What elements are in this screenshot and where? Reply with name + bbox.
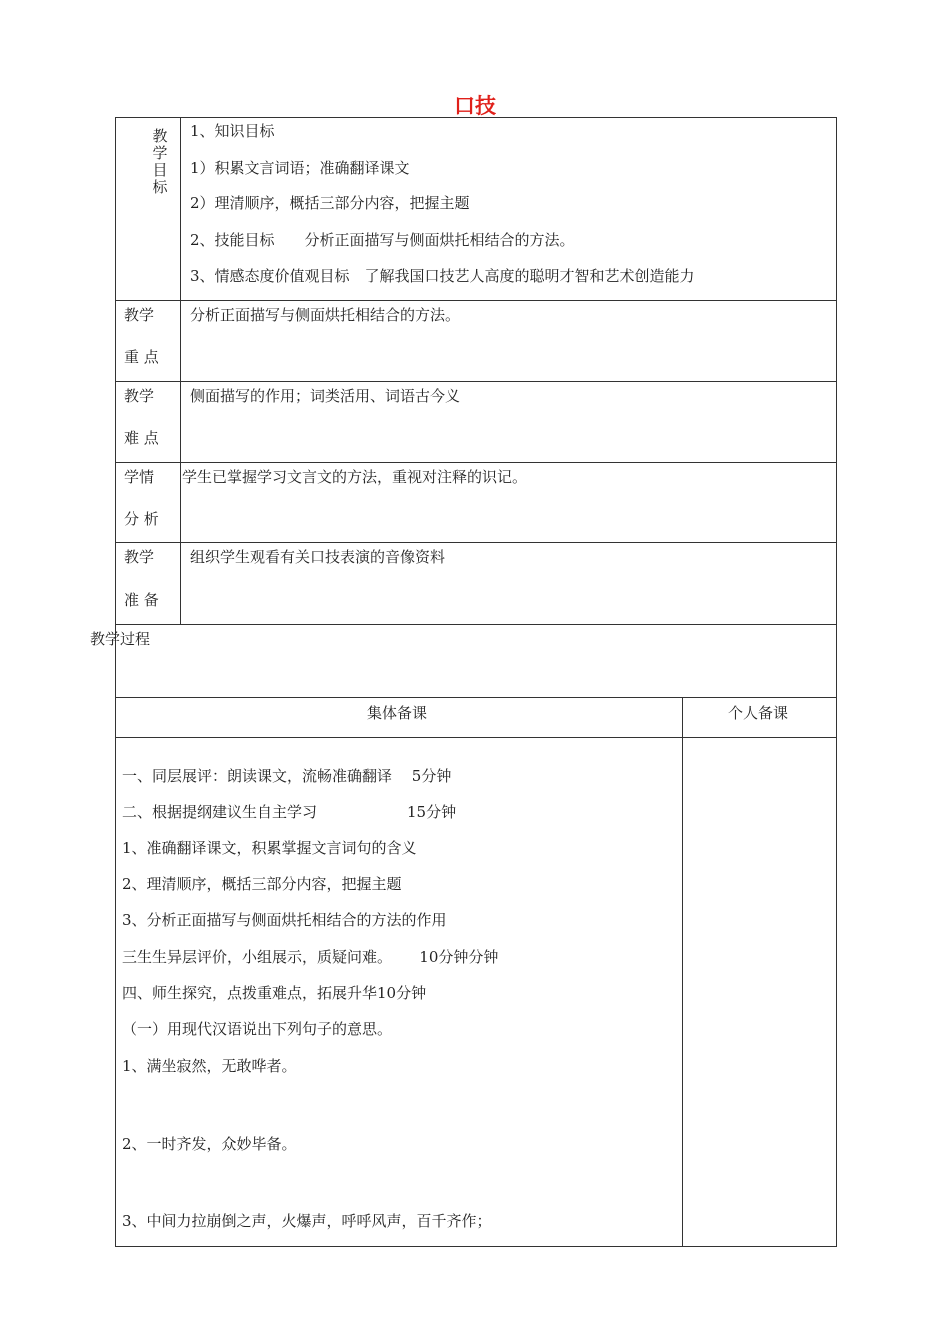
key-points-label-bottom: 重 点 [124,348,159,366]
process-label: 教学过程 [90,630,151,648]
process-line: 1、满坐寂然，无敢哗者。 [122,1057,297,1075]
difficulties-label-top: 教学 [124,387,155,405]
analysis-label-bottom: 分 析 [124,510,159,528]
process-line: 2、一时齐发，众妙毕备。 [122,1135,297,1153]
process-line: 3、中间力拉崩倒之声，火爆声，呼呼风声，百千齐作； [122,1212,492,1230]
objective-line-5: 3、情感态度价值观目标 了解我国口技艺人高度的聪明才智和艺术创造能力 [190,267,695,285]
objective-line-4: 2、技能目标 分析正面描写与侧面烘托相结合的方法。 [190,231,575,249]
preparation-label-top: 教学 [124,548,155,566]
analysis-label-top: 学情 [124,468,155,486]
process-line: 2、理清顺序，概括三部分内容，把握主题 [122,875,402,893]
objective-line-3: 2）理清顺序，概括三部分内容，把握主题 [190,194,470,212]
preparation-label-bottom: 准 备 [124,591,159,609]
key-points-text: 分析正面描写与侧面烘托相结合的方法。 [190,306,461,324]
process-line: 四、师生探究，点拨重难点，拓展升华10分钟 [122,984,427,1002]
personal-header: 个人备课 [728,704,789,722]
process-line: 一、同层展评：朗读课文，流畅准确翻译 5分钟 [122,767,452,785]
process-line: 三生生异层评价，小组展示，质疑问难。 10分钟分钟 [122,948,499,966]
key-points-label-top: 教学 [124,306,155,324]
objective-line-1: 1、知识目标 [190,122,275,140]
difficulties-text: 侧面描写的作用；词类活用、词语古今义 [190,387,461,405]
process-line: （一）用现代汉语说出下列句子的意思。 [122,1020,393,1038]
objective-line-2: 1）积累文言词语；准确翻译课文 [190,159,410,177]
process-line: 3、分析正面描写与侧面烘托相结合的方法的作用 [122,911,447,929]
process-line: 二、根据提纲建议生自主学习 15分钟 [122,803,457,821]
document-title: 口技 [454,94,496,118]
preparation-text: 组织学生观看有关口技表演的音像资料 [190,548,446,566]
process-line: 1、准确翻译课文，积累掌握文言词句的含义 [122,839,417,857]
collective-header: 集体备课 [367,704,428,722]
difficulties-label-bottom: 难 点 [124,429,159,447]
analysis-text: 学生已掌握学习文言文的方法，重视对注释的识记。 [182,468,528,486]
objectives-label: 教学目标 [152,127,168,196]
